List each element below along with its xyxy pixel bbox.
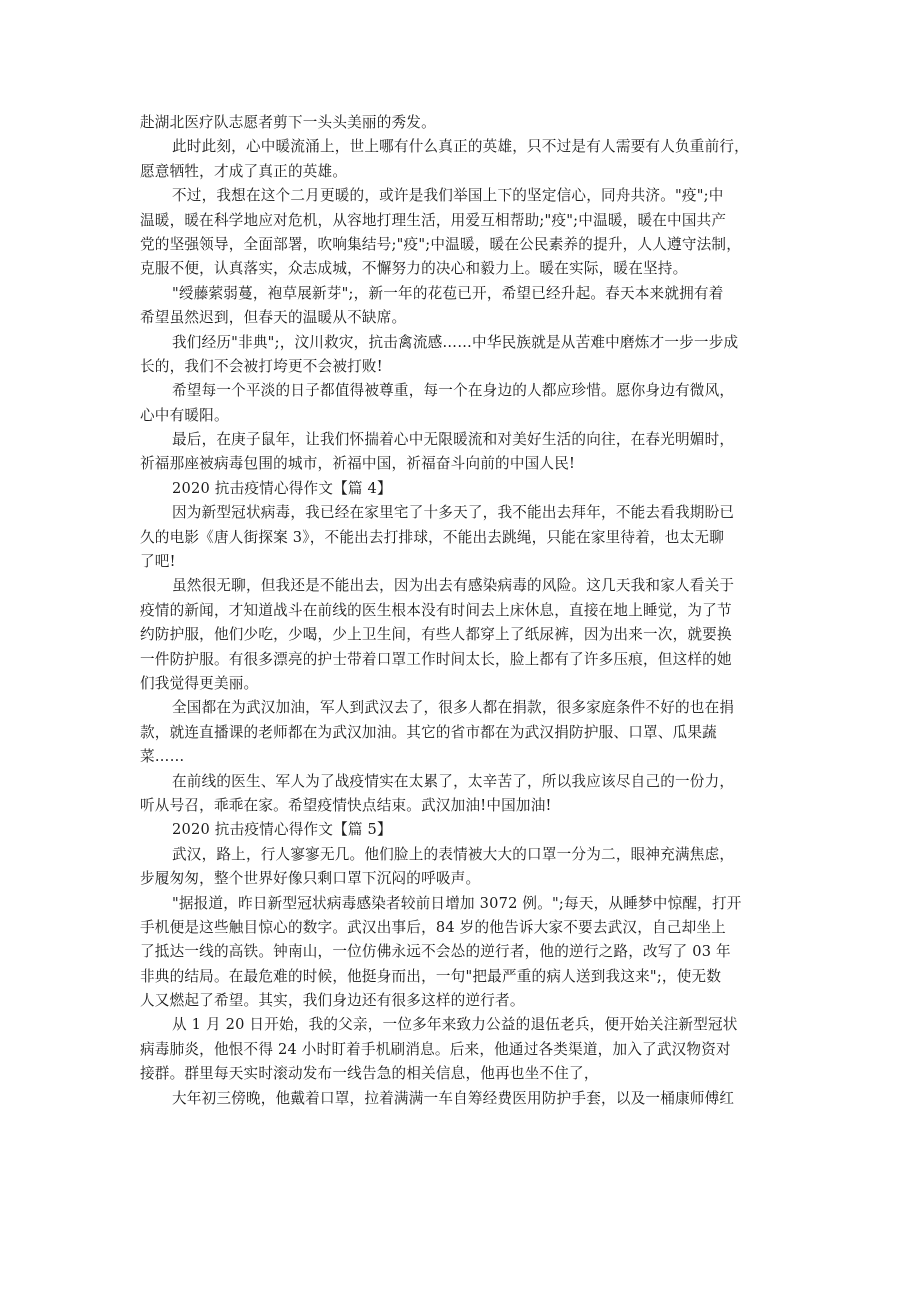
text-line: 武汉，路上，行人寥寥无几。他们脸上的表情被大大的口罩一分为二，眼神充满焦虑， bbox=[172, 845, 735, 863]
text-line: 克服不便，认真落实，众志成城，不懈努力的决心和毅力上。暖在实际，暖在坚持。 bbox=[140, 260, 688, 278]
text-line: 病毒肺炎，他恨不得 24 小时盯着手机刷消息。后来，他通过各类渠道，加入了武汉物资对 bbox=[140, 1040, 731, 1058]
text-line: 一件防护服。有很多漂亮的护士带着口罩工作时间太长，脸上都有了许多压痕，但这样的她 bbox=[140, 650, 732, 668]
text-line: 非典的结局。在最危难的时候，他挺身而出，一句"把最严重的病人送到我这来";，使无数 bbox=[140, 967, 722, 985]
text-line: 2020 抗击疫情心得作文【篇 4】 bbox=[172, 479, 392, 497]
text-line: "据报道，昨日新型冠状病毒感染者较前日增加 3072 例。";每天，从睡梦中惊醒，打开 bbox=[172, 894, 742, 912]
text-line: 长的，我们不会被打垮更不会被打败! bbox=[140, 357, 383, 375]
text-line: 步履匆匆，整个世界好像只剩口罩下沉闷的呼吸声。 bbox=[140, 870, 481, 888]
text-line: 从 1 月 20 日开始，我的父亲，一位多年来致力公益的退伍老兵，便开始关注新型冠状 bbox=[172, 1016, 738, 1034]
text-line: 祈福那座被病毒包围的城市，祈福中国，祈福奋斗向前的中国人民! bbox=[140, 455, 576, 473]
document-page bbox=[140, 111, 800, 1111]
text-line: 温暖，暖在科学地应对危机，从容地打理生活，用爱互相帮助;"疫";中温暖，暖在中国共产 bbox=[140, 211, 727, 229]
text-line: 接群。群里每天实时滚动发布一线告急的相关信息，他再也坐不住了， bbox=[140, 1065, 599, 1083]
text-line: 我们经历"非典";，汶川救灾，抗击禽流感……中华民族就是从苦难中磨炼才一步一步成 bbox=[172, 333, 739, 351]
text-line: 最后，在庚子鼠年，让我们怀揣着心中无限暖流和对美好生活的向往，在春光明媚时， bbox=[172, 431, 735, 449]
text-line: "绶藤萦弱蔓，袍草展新芽";，新一年的花苞已开，希望已经升起。春天本来就拥有着 bbox=[172, 284, 724, 302]
text-line: 大年初三傍晚，他戴着口罩，拉着满满一车自筹经费医用防护手套，以及一桶康师傅红 bbox=[172, 1089, 735, 1107]
text-line: 希望每一个平淡的日子都值得被尊重，每一个在身边的人都应珍惜。愿你身边有微风， bbox=[172, 382, 735, 400]
text-line: 希望虽然迟到，但春天的温暖从不缺席。 bbox=[140, 309, 407, 327]
text-line: 了抵达一线的高铁。钟南山，一位仿佛永远不会怂的逆行者，他的逆行之路，改写了 03 年 bbox=[140, 943, 731, 961]
text-line: 菜…… bbox=[140, 748, 185, 766]
text-line: 在前线的医生、军人为了战疫情实在太累了，太辛苦了，所以我应该尽自己的一份力， bbox=[172, 772, 735, 790]
text-line: 因为新型冠状病毒，我已经在家里宅了十多天了，我不能出去拜年，不能去看我期盼已 bbox=[172, 504, 735, 522]
text-line: 2020 抗击疫情心得作文【篇 5】 bbox=[172, 821, 392, 839]
text-line: 人又燃起了希望。其实，我们身边还有很多这样的逆行者。 bbox=[140, 992, 525, 1010]
text-line: 全国都在为武汉加油，军人到武汉去了，很多人都在捐款，很多家庭条件不好的也在捐 bbox=[172, 699, 735, 717]
text-line: 们我觉得更美丽。 bbox=[140, 674, 259, 692]
text-line: 此时此刻，心中暖流涌上，世上哪有什么真正的英雄，只不过是有人需要有人负重前行， bbox=[172, 138, 749, 156]
text-line: 心中有暖阳。 bbox=[140, 406, 229, 424]
text-line: 听从号召，乖乖在家。希望疫情快点结束。武汉加油!中国加油! bbox=[140, 796, 552, 814]
text-line: 手机便是这些触目惊心的数字。武汉出事后，84 岁的他告诉大家不要去武汉，自己却坐上 bbox=[140, 918, 726, 936]
text-line: 党的坚强领导，全面部署，吹响集结号;"疫";中温暖，暖在公民素养的提升，人人遵守法制， bbox=[140, 235, 742, 253]
text-line: 赴湖北医疗队志愿者剪下一头头美丽的秀发。 bbox=[140, 114, 436, 131]
text-line: 疫情的新闻，才知道战斗在前线的医生根本没有时间去上床休息，直接在地上睡觉，为了节 bbox=[140, 601, 732, 619]
text-line: 久的电影《唐人街探案 3》，不能出去打排球，不能出去跳绳，只能在家里待着，也太无聊 bbox=[140, 528, 724, 546]
text-line: 愿意牺牲，才成了真正的英雄。 bbox=[140, 162, 348, 180]
text-line: 约防护服，他们少吃，少喝，少上卫生间，有些人都穿上了纸尿裤，因为出来一次，就要换 bbox=[140, 626, 732, 644]
text-line: 虽然很无聊，但我还是不能出去，因为出去有感染病毒的风险。这几天我和家人看关于 bbox=[172, 577, 735, 595]
text-line: 款，就连直播课的老师都在为武汉加油。其它的省市都在为武汉捐防护服、口罩、瓜果蔬 bbox=[140, 723, 717, 741]
text-line: 了吧! bbox=[140, 553, 176, 571]
text-line: 不过，我想在这个二月更暖的，或许是我们举国上下的坚定信心，同舟共济。"疫";中 bbox=[172, 187, 724, 205]
